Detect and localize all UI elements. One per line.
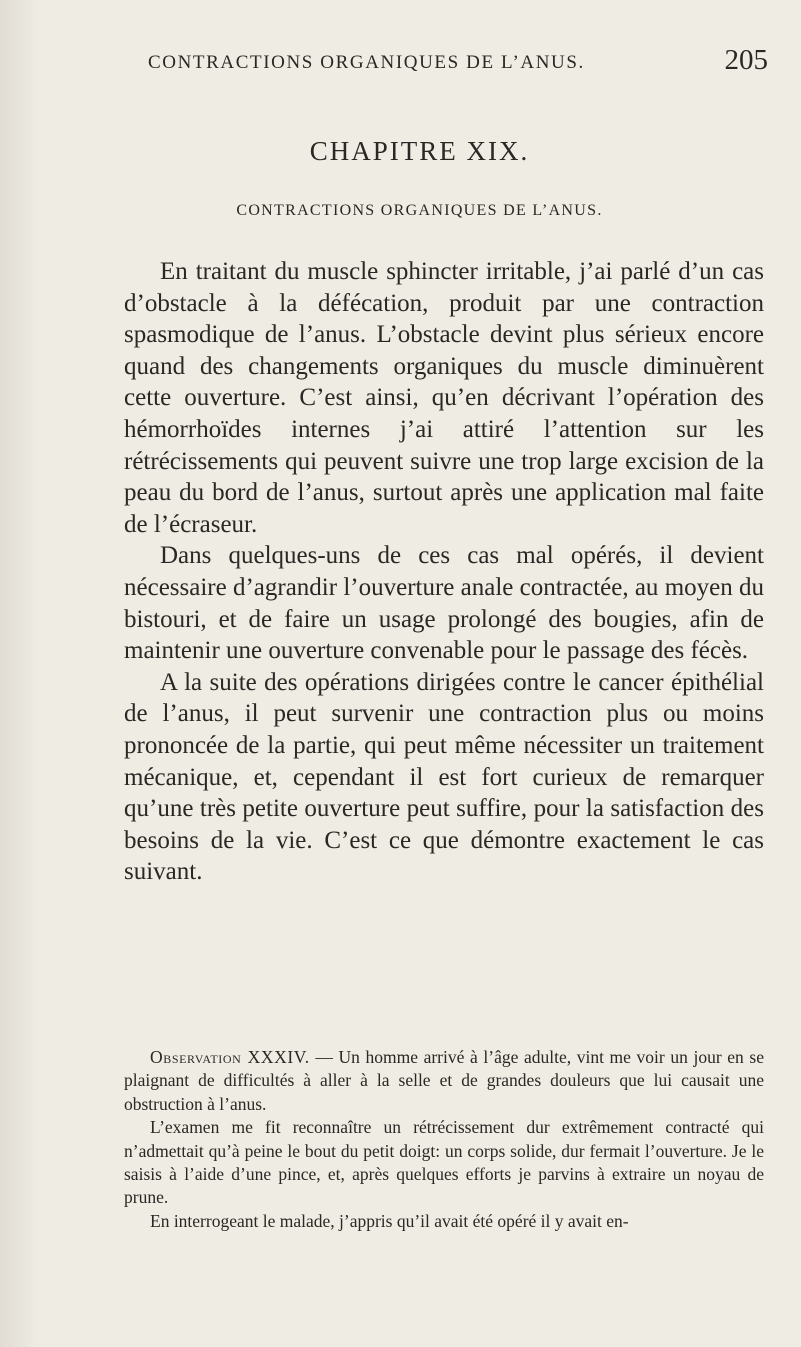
observation-text: — Un homme arrivé à l’âge adulte, vint me voir un jour en se plaignant de difficultés à aller à la selle et de grandes douleurs que lui causait une obstruction à l’anus.	[124, 1047, 764, 1114]
running-head	[148, 44, 768, 78]
chapter-title: CHAPITRE XIX.	[309, 136, 530, 166]
observation-paragraph: L’examen me fit reconnaître un rétrécissement dur extrêmement contracté qui n’admettait qu’à peine le bout du petit doigt: un corps solide, dur fermait l’ouverture. Je le saisis à l’aide d’une pince, et, après quelques efforts je parvins à extraire un noyau de prune.	[124, 1117, 764, 1208]
observation-paragraph	[124, 1046, 764, 1116]
observation-paragraph: En interrogeant le malade, j’appris qu’il avait été opéré il y avait en-	[150, 1210, 629, 1231]
observation-label: Observation XXXIV.	[150, 1047, 310, 1067]
body-text	[124, 256, 764, 888]
paragraph: Dans quelques-uns de ces cas mal opérés, il devient nécessaire d’agrandir l’ouverture anale contractée, au moyen du bistouri, et de faire un usage prolongé des bougies, afin de maintenir une ouverture convenable pour le passage des fécès.	[124, 542, 764, 665]
observation-block	[124, 1046, 764, 1233]
paragraph: En traitant du muscle sphincter irritable, j’ai parlé d’un cas d’obstacle à la défécation, produit par une contraction spasmodique de l’anus. L’obstacle devint plus sérieux encore quand des changements organiques du muscle diminuèrent cette ouverture. C’est ainsi, qu’en décrivant l’opération des hémorrhoïdes internes j’ai attiré l’attention sur les rétrécissements qui peuvent suivre une trop large excision de la peau du bord de l’anus, surtout après une application mal faite de l’écraseur.	[124, 258, 764, 538]
running-head-title: CONTRACTIONS ORGANIQUES DE L’ANUS.	[148, 52, 585, 73]
paragraph: A la suite des opérations dirigées contre le cancer épithélial de l’anus, il peut survenir une contraction plus ou moins prononcée de la partie, qui peut même nécessiter un traitement mécanique, et, cependant il est fort curieux de remarquer qu’une très petite ouverture peut suffire, pour la satisfaction des besoins de la vie. C’est ce que démontre exactement le cas suivant.	[124, 668, 764, 886]
chapter-subtitle: CONTRACTIONS ORGANIQUES DE L’ANUS.	[236, 202, 603, 219]
page-number: 205	[724, 44, 768, 76]
